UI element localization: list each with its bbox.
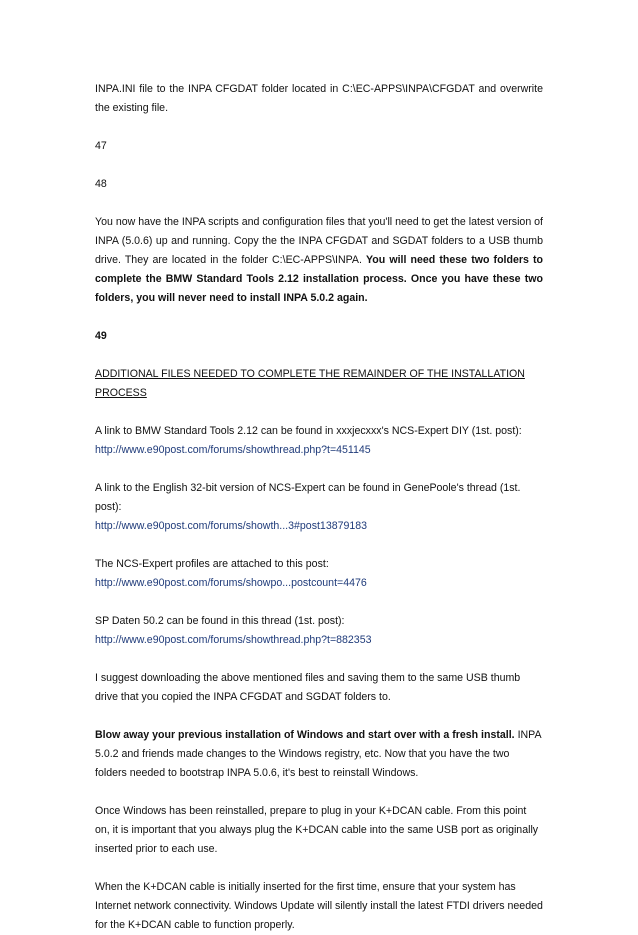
link-text-standard-tools: A link to BMW Standard Tools 2.12 can be found in xxxjecxxx's NCS-Expert DIY (1st. post):	[95, 425, 522, 437]
link-text-profiles: The NCS-Expert profiles are attached to this post:	[95, 558, 329, 570]
paragraph-blow-away	[95, 726, 543, 783]
blow-away-bold-text: Blow away your previous installation of Windows and start over with a fresh install.	[95, 729, 515, 741]
intro-plain-text: You now have the INPA scripts and configuration files that you'll need to get the latest version of INPA (5.0.6) up and running. Copy the the INPA CFGDAT and SGDAT folders to a USB thumb drive. They are located in the folder C:\EC-APPS\INPA.	[95, 216, 543, 266]
paragraph-once-windows: Once Windows has been reinstalled, prepare to plug in your K+DCAN cable. From this point on, it is important that you always plug the K+DCAN cable into the same USB port as originally inserted prior to each use.	[95, 805, 539, 855]
link-sp-daten[interactable]: http://www.e90post.com/forums/showthread.php?t=882353	[95, 634, 372, 646]
link-profiles[interactable]: http://www.e90post.com/forums/showpo...postcount=4476	[95, 577, 367, 589]
page-number-49-text: 49	[95, 330, 107, 342]
link-text-ncs-expert: A link to the English 32-bit version of NCS-Expert can be found in GenePoole's thread (1st. post):	[95, 482, 521, 513]
document-page	[95, 80, 543, 935]
page-number-49	[95, 327, 543, 346]
paragraph-intro	[95, 213, 543, 308]
link-text-sp-daten: SP Daten 50.2 can be found in this thread (1st. post):	[95, 615, 345, 627]
link-ncs-expert[interactable]: http://www.e90post.com/forums/showth...3#post13879183	[95, 520, 368, 532]
blow-away-plain-text: INPA 5.0.2 and friends made changes to the Windows registry, etc. Now that you have the two folders needed to bootstrap INPA 5.0.6, it's best to reinstall Windows.	[95, 729, 541, 779]
intro-bold-text: You will need these two folders to complete the BMW Standard Tools 2.12 installation process. Once you have these two folders, you will never need to install INPA 5.0.2 again.	[95, 254, 543, 304]
page-number-48: 48	[95, 178, 107, 190]
section-heading: ADDITIONAL FILES NEEDED TO COMPLETE THE REMAINDER OF THE INSTALLATION PROCESS	[95, 368, 525, 399]
paragraph-kdcan: When the K+DCAN cable is initially inserted for the first time, ensure that your system has Internet network connectivity. Windows Update will silently install the latest FTDI drivers needed for the K+DCAN cable to function properly.	[95, 881, 543, 931]
page-number-47: 47	[95, 140, 107, 152]
link-standard-tools[interactable]: http://www.e90post.com/forums/showthread.php?t=451145	[95, 444, 371, 456]
paragraph-suggest: I suggest downloading the above mentioned files and saving them to the same USB thumb drive that you copied the INPA CFGDAT and SGDAT folders to.	[95, 672, 521, 703]
paragraph-inpa-ini: INPA.INI file to the INPA CFGDAT folder located in C:\EC-APPS\INPA\CFGDAT and overwrite the existing file.	[95, 83, 543, 114]
